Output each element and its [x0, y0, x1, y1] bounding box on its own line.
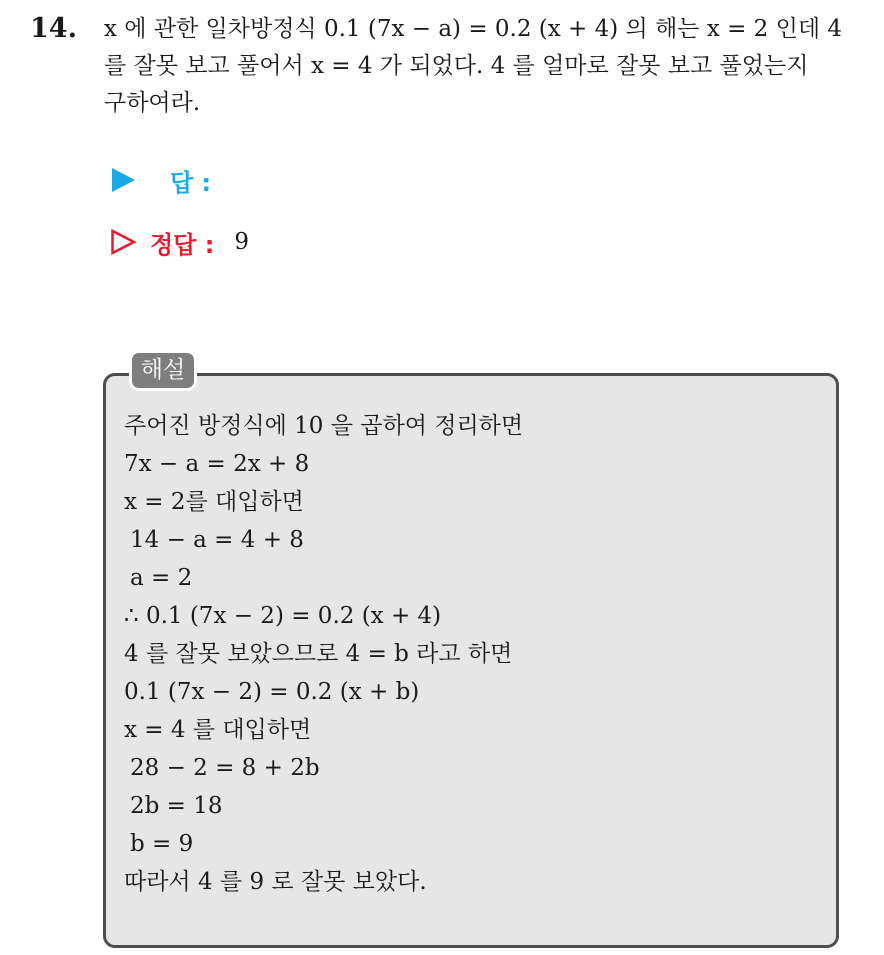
answer-label: 답 :	[170, 168, 212, 197]
correct-answer-row	[110, 222, 249, 262]
question-line: 를 잘못 보고 풀어서 x = 4 가 되었다. 4 를 얼마로 잘못 보고 풀었는지	[104, 53, 809, 79]
explanation-line: x = 2를 대입하면	[124, 489, 304, 515]
explanation-line: 7x − a = 2x + 8	[124, 451, 310, 477]
question-text	[104, 11, 870, 122]
explanation-tag: 해설	[129, 350, 197, 391]
explanation-line: a = 2	[130, 565, 193, 591]
question-line: x 에 관한 일차방정식 0.1 (7x − a) = 0.2 (x + 4) 의 해는 x = 2 인데 4	[104, 16, 843, 42]
explanation-line: 14 − a = 4 + 8	[130, 527, 304, 553]
play-triangle-icon	[110, 167, 136, 193]
explanation-line: b = 9	[130, 831, 194, 857]
explanation-line: ∴ 0.1 (7x − 2) = 0.2 (x + 4)	[124, 603, 442, 629]
question-line: 구하여라.	[104, 90, 201, 116]
explanation-line: 2b = 18	[130, 793, 223, 819]
outline-triangle-icon	[110, 229, 136, 255]
explanation-line: 주어진 방정식에 10 을 곱하여 정리하면	[124, 413, 524, 439]
explanation-content	[124, 407, 523, 901]
explanation-line: 0.1 (7x − 2) = 0.2 (x + b)	[124, 679, 420, 705]
explanation-line: 28 − 2 = 8 + 2b	[130, 755, 320, 781]
explanation-line: x = 4 를 대입하면	[124, 717, 312, 743]
answer-row	[110, 160, 211, 200]
question-number: 14.	[30, 13, 77, 44]
explanation-line: 4 를 잘못 보았으므로 4 = b 라고 하면	[124, 641, 513, 667]
correct-answer-value: 9	[234, 229, 249, 255]
correct-answer-label: 정답 :	[150, 230, 215, 259]
explanation-line: 따라서 4 를 9 로 잘못 보았다.	[124, 869, 427, 895]
